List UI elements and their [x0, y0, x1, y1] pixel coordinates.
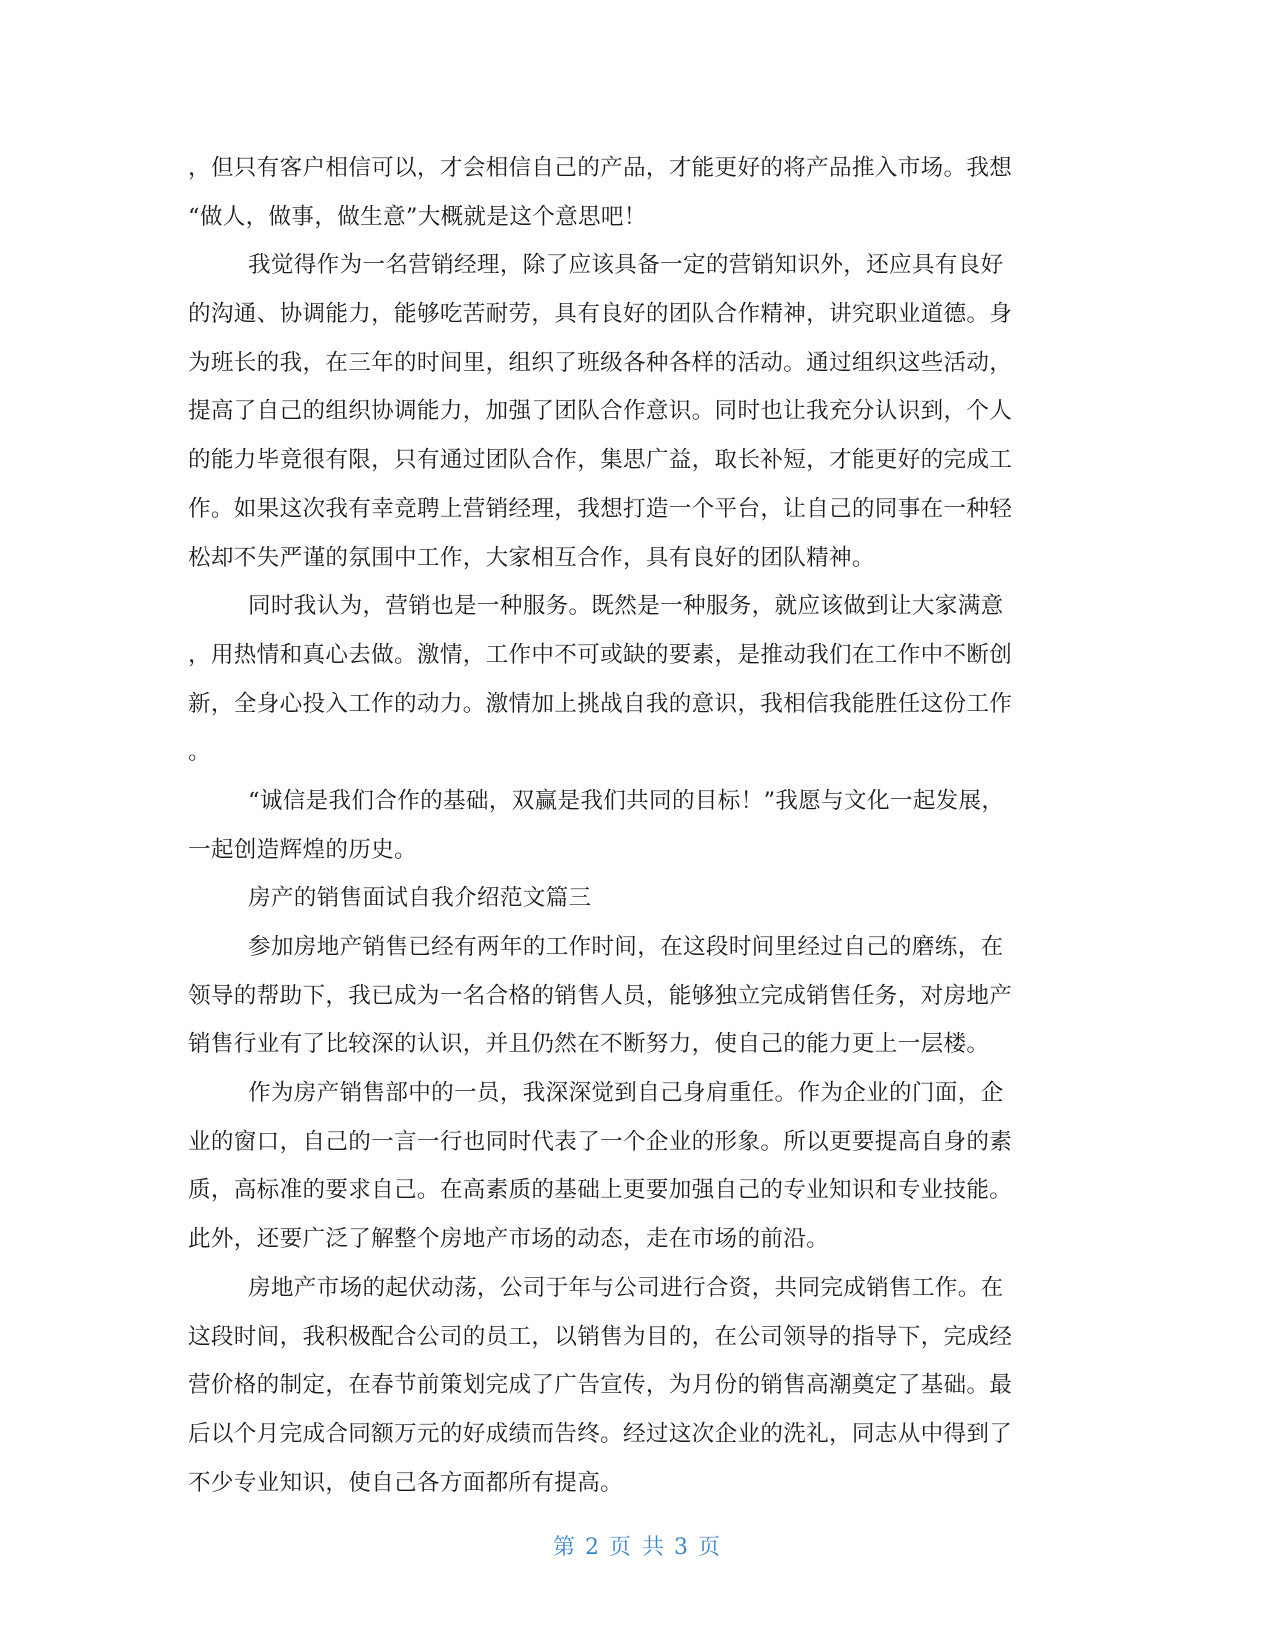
current-page-number: 2 — [585, 1535, 601, 1560]
page-label-suffix: 页 — [698, 1535, 723, 1560]
text-line: “做人，做事，做生意”大概就是这个意思吧！ — [188, 203, 647, 230]
text-line: 松却不失严谨的氛围中工作，大家相互合作，具有良好的团队精神。 — [188, 544, 875, 571]
text-line: 销售行业有了比较深的认识，并且仍然在不断努力，使自己的能力更上一层楼。 — [188, 1031, 990, 1058]
text-line: 的沟通、协调能力，能够吃苦耐劳，具有良好的团队合作精神，讲究职业道德。身 — [188, 301, 1013, 328]
text-line: 质，高标准的要求自己。在高素质的基础上更要加强自己的专业知识和专业技能。 — [188, 1177, 1013, 1204]
text-line: 领导的帮助下，我已成为一名合格的销售人员，能够独立完成销售任务，对房地产 — [188, 982, 1013, 1009]
text-line: 房地产市场的起伏动荡，公司于年与公司进行合资，共同完成销售工作。在 — [248, 1274, 1004, 1301]
document-body — [188, 144, 1088, 1507]
text-line: 新，全身心投入工作的动力。激情加上挑战自我的意识，我相信我能胜任这份工作 — [188, 690, 1013, 717]
text-line: 的能力毕竟很有限，只有通过团队合作，集思广益，取长补短，才能更好的完成工 — [188, 447, 1013, 474]
text-line: 业的窗口，自己的一言一行也同时代表了一个企业的形象。所以更要提高自身的素 — [188, 1128, 1013, 1155]
text-line: 提高了自己的组织协调能力，加强了团队合作意识。同时也让我充分认识到，个人 — [188, 398, 1013, 425]
page-label-prefix: 第 — [552, 1535, 577, 1560]
section-heading: 房产的销售面试自我介绍范文篇三 — [248, 885, 592, 912]
text-line: 。 — [188, 739, 211, 766]
text-line: 营价格的制定，在春节前策划完成了广告宣传，为月份的销售高潮奠定了基础。最 — [188, 1372, 1013, 1399]
text-line: 我觉得作为一名营销经理，除了应该具备一定的营销知识外，还应具有良好 — [248, 252, 1004, 279]
text-line: 作。如果这次我有幸竞聘上营销经理，我想打造一个平台，让自己的同事在一种轻 — [188, 495, 1013, 522]
text-line: “诚信是我们合作的基础，双赢是我们共同的目标！”我愿与文化一起发展， — [248, 787, 1005, 814]
text-line: 这段时间，我积极配合公司的员工，以销售为目的，在公司领导的指导下，完成经 — [188, 1323, 1013, 1350]
text-line: 参加房地产销售已经有两年的工作时间，在这段时间里经过自己的磨练，在 — [248, 934, 1004, 960]
text-line: 同时我认为，营销也是一种服务。既然是一种服务，就应该做到让大家满意 — [248, 593, 1004, 620]
total-pages-number: 3 — [674, 1535, 690, 1560]
text-line: 此外，还要广泛了解整个房地产市场的动态，走在市场的前沿。 — [188, 1226, 830, 1253]
text-line: ，用热情和真心去做。激情，工作中不可或缺的要素，是推动我们在工作中不断创 — [188, 641, 1013, 668]
text-line: 后以个月完成合同额万元的好成绩而告终。经过这次企业的洗礼，同志从中得到了 — [188, 1420, 1013, 1447]
text-line: 一起创造辉煌的历史。 — [188, 836, 417, 863]
text-line: 不少专业知识，使自己各方面都所有提高。 — [188, 1469, 623, 1496]
page-number-footer — [0, 1530, 1275, 1561]
text-line: 为班长的我，在三年的时间里，组织了班级各种各样的活动。通过组织这些活动， — [188, 349, 1013, 376]
page-label-middle: 页 共 — [609, 1535, 666, 1560]
text-line: ，但只有客户相信可以，才会相信自己的产品，才能更好的将产品推入市场。我想 — [188, 155, 1013, 181]
text-line: 作为房产销售部中的一员，我深深觉到自己身肩重任。作为企业的门面，企 — [248, 1080, 1004, 1107]
